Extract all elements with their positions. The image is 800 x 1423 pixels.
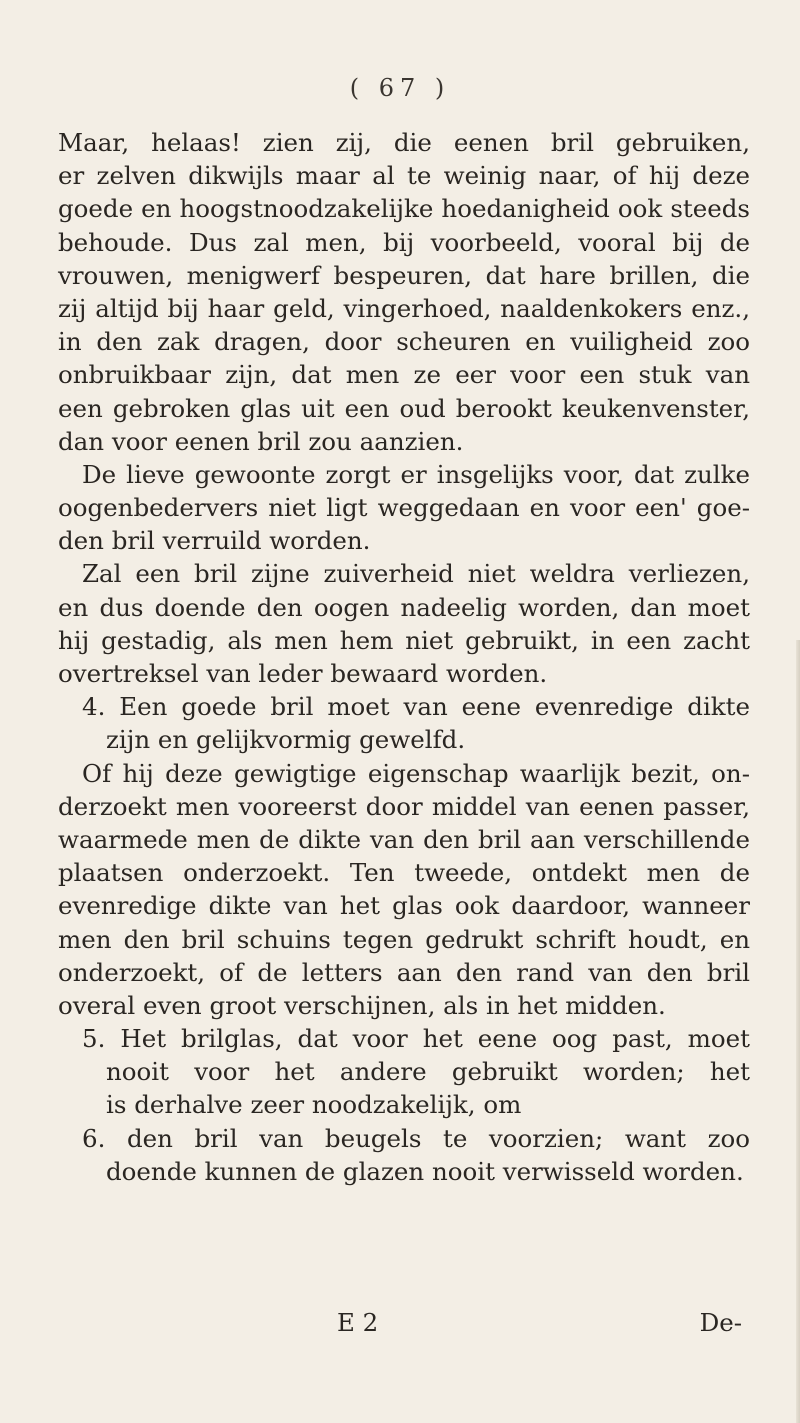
- body-text: [58, 126, 750, 1188]
- text-line: er zelven dikwijls maar al te weinig naar, of hij deze: [58, 161, 750, 191]
- page-number: ( 67 ): [349, 74, 451, 102]
- text-line: men den bril schuins tegen gedrukt schrift houdt, en: [58, 924, 750, 954]
- text-line: De lieve gewoonte zorgt er insgelijks voor, dat zulke: [82, 459, 750, 489]
- text-line: doende kunnen de glazen nooit verwisseld worden.: [106, 1156, 744, 1186]
- text-line: is derhalve zeer noodzakelijk, om: [106, 1090, 522, 1120]
- text-line: 5. Het brilglas, dat voor het eene oog past, moet: [82, 1024, 750, 1054]
- text-line: nooit voor het andere gebruikt worden; het: [106, 1057, 750, 1087]
- text-line: onderzoekt, of de letters aan den rand van den bril: [58, 957, 750, 987]
- text-line: oogenbedervers niet ligt weggedaan en voor een' goe-: [58, 493, 750, 523]
- catchword: De-: [699, 1308, 742, 1337]
- text-line: overtreksel van leder bewaard worden.: [58, 659, 548, 688]
- text-line: goede en hoogstnoodzakelijke hoedanigheid ook steeds: [58, 194, 750, 224]
- page-footer: [0, 1308, 800, 1342]
- text-line: 6. den bril van beugels te voorzien; want zoo: [82, 1123, 750, 1153]
- text-line: een gebroken glas uit een oud berookt keukenvenster,: [58, 393, 750, 423]
- text-line: zijn en gelijkvormig gewelfd.: [106, 725, 466, 755]
- text-line: waarmede men de dikte van den bril aan verschillende: [58, 824, 750, 854]
- text-line: 4. Een goede bril moet van eene evenredige dikte: [82, 692, 750, 722]
- text-line: vrouwen, menigwerf bespeuren, dat hare brillen, die: [58, 260, 750, 290]
- text-line: plaatsen onderzoekt. Ten tweede, ontdekt men de: [58, 858, 750, 888]
- text-line: onbruikbaar zijn, dat men ze eer voor een stuk van: [58, 360, 750, 390]
- page-edge-shadow: [796, 640, 800, 1423]
- text-line: Maar, helaas! zien zij, die eenen bril gebruiken,: [58, 128, 750, 157]
- text-line: hij gestadig, als men hem niet gebruikt, in een zacht: [58, 625, 750, 655]
- text-line: derzoekt men vooreerst door middel van eenen passer,: [58, 791, 750, 821]
- text-line: den bril verruild worden.: [58, 526, 371, 556]
- text-line: en dus doende den oogen nadeelig worden, dan moet: [58, 592, 750, 622]
- text-line: dan voor eenen bril zou aanzien.: [58, 426, 464, 456]
- text-line: Zal een bril zijne zuiverheid niet weldra verliezen,: [82, 559, 750, 589]
- text-line: Of hij deze gewigtige eigenschap waarlijk bezit, on-: [82, 758, 750, 788]
- text-line: zij altijd bij haar geld, vingerhoed, naaldenkokers enz.,: [58, 293, 750, 323]
- text-line: behoude. Dus zal men, bij voorbeeld, vooral bij de: [58, 227, 750, 257]
- text-line: in den zak dragen, door scheuren en vuiligheid zoo: [58, 327, 750, 357]
- text-line: overal even groot verschijnen, als in het midden.: [58, 990, 666, 1020]
- signature-mark: E 2: [337, 1308, 379, 1337]
- text-line: evenredige dikte van het glas ook daardoor, wanneer: [58, 891, 750, 921]
